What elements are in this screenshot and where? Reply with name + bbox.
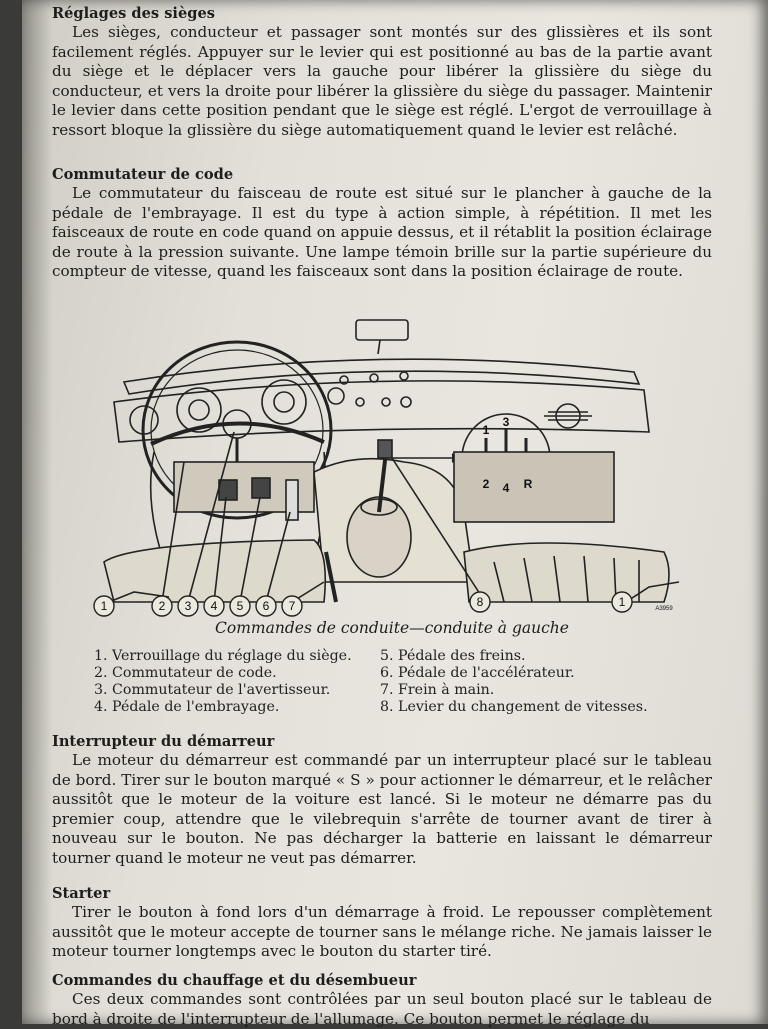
clutch-pedal [219,480,237,500]
legend-item: 3. Commutateur de l'avertisseur. [94,682,331,698]
legend-item: 8. Levier du changement de vitesses. [380,699,648,715]
heading-seats: Réglages des sièges [52,5,215,22]
heading-starter-switch: Interrupteur du démarreur [52,733,275,750]
gear-label: 2 [482,477,490,491]
section-dipswitch [52,165,712,282]
callout-label: 5 [236,599,244,613]
legend-item: 2. Commutateur de code. [94,665,277,681]
figure-legend [94,648,714,716]
callout-label: 1 [618,595,626,609]
page-gutter-shadow [22,0,52,1024]
section-choke [52,884,712,962]
gear-knob [378,440,392,458]
book-page [22,0,768,1028]
gear-label: R [523,477,533,491]
paragraph-heating: Ces deux commandes sont contrôlées par un seul bouton placé sur le tableau de bord à droite de l'interrupteur de l'allumage. Ce bouton permet le réglage du [52,990,712,1028]
gear-label: 4 [502,481,510,495]
rear-view-mirror [356,320,408,340]
section-seat-adjustment [52,4,712,141]
tachometer-icon [262,380,306,424]
callout-label: 3 [184,599,192,613]
driving-controls-diagram [74,312,694,624]
heading-choke: Starter [52,885,111,902]
gear-label: 1 [482,423,490,437]
legend-item: 1. Verrouillage du réglage du siège. [94,648,352,664]
heading-dipswitch: Commutateur de code [52,166,234,183]
section-starter-switch [52,732,712,869]
gear-label: 3 [502,415,510,429]
paragraph-choke: Tirer le bouton à fond lors d'un démarrage à froid. Le repousser complètement aussitôt que le moteur accepte de tourner sans le mélange riche. Ne jamais laisser le moteur tourner longtemps avec le bouton du starter tiré. [52,903,712,961]
heading-heating: Commandes du chauffage et du désembueur [52,972,417,989]
legend-item: 7. Frein à main. [380,682,495,698]
callout-label: 6 [262,599,270,613]
section-heating [52,971,712,1029]
paragraph-dipswitch: Le commutateur du faisceau de route est situé sur le plancher à gauche de la pédale de l'embrayage. Il est du type à action simple, à répétition. Il met les faisceaux de route en code quand on appuie dessus, et il rétablit la position éclairage de route à la pression suivante. Une lampe témoin brille sur la partie supérieure du compteur de vitesse, quand les faisceaux sont dans la position éclairage de route. [52,184,712,281]
accelerator-pedal [286,480,298,520]
callout-label: 2 [158,599,166,613]
callout-label: 1 [100,599,108,613]
legend-item: 5. Pédale des freins. [380,648,526,664]
legend-item: 6. Pédale de l'accélérateur. [380,665,575,681]
callout-label: 4 [210,599,218,613]
legend-column-left [94,648,374,716]
paragraph-seats: Les sièges, conducteur et passager sont montés sur des glissières et ils sont facilement réglés. Appuyer sur le levier qui est positionné au bas de la partie avant du siège et le déplacer vers la gauche pour libérer la glissière du siège du conducteur, et vers la droite pour libérer la glissière du siège du passager. Maintenir le levier dans cette position pendant que le siège est réglé. L'ergot de verrouillage à ressort bloque la glissière du siège automatiquement quand le levier est relâché. [52,23,712,139]
legend-item: 4. Pédale de l'embrayage. [94,699,280,715]
callout-label: 8 [476,595,484,609]
callout-label: 7 [288,599,296,613]
brake-pedal [252,478,270,498]
figure-caption: Commandes de conduite—conduite à gauche [215,619,569,637]
legend-column-right [380,648,700,716]
paragraph-starter-switch: Le moteur du démarreur est commandé par un interrupteur placé sur le tableau de bord. Tirer sur le bouton marqué « S » pour actionner le démarreur, et le relâcher aussitôt que le moteur de la voiture est lancé. Si le moteur ne démarre pas du premier coup, attendre que le vilebrequin s'arrête de tourner avant de tirer à nouveau sur le bouton. Ne pas décharger la batterie en laissant le démarreur tourner quand le moteur ne veut pas démarrer. [52,751,712,867]
figure-reference-code: A3959 [655,606,673,612]
